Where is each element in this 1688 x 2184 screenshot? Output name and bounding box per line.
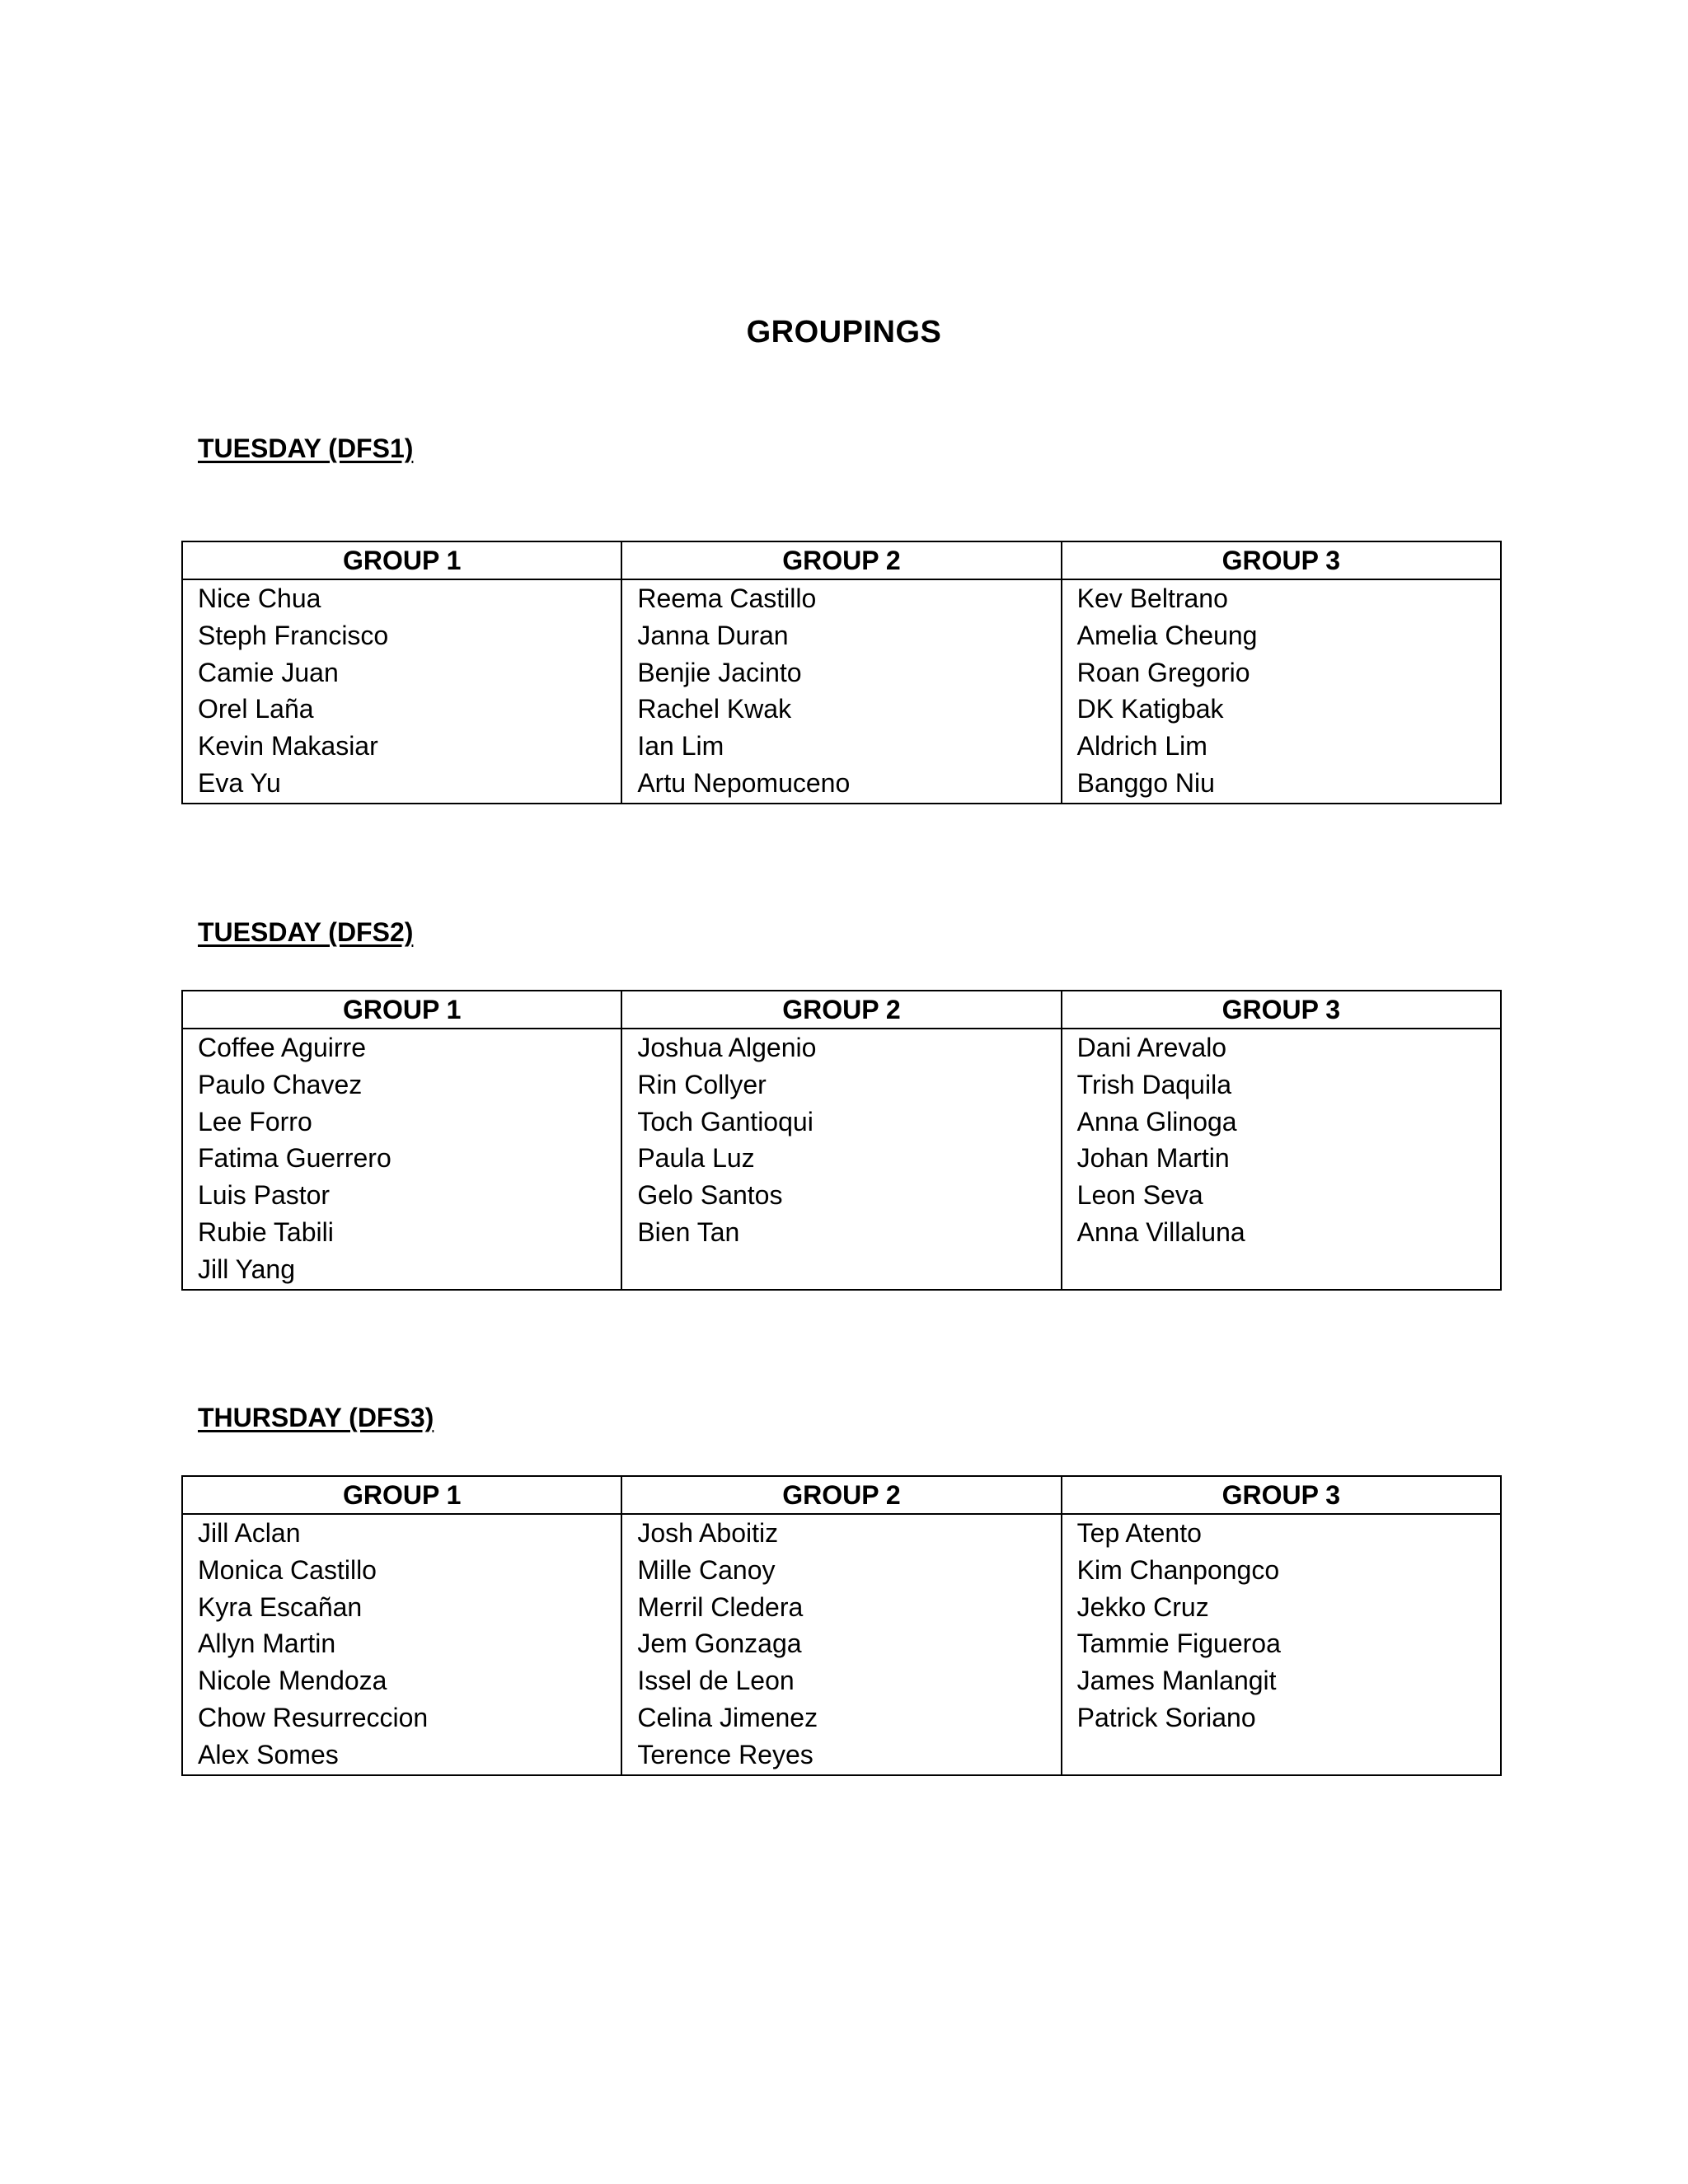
member-name: DK Katigbak xyxy=(1076,694,1224,724)
member-name: Rachel Kwak xyxy=(637,694,792,724)
table-header-row xyxy=(183,542,1500,580)
column-header-group-3: GROUP 3 xyxy=(1221,1480,1341,1510)
member-name: Amelia Cheung xyxy=(1076,620,1258,650)
group-2-column xyxy=(622,580,1062,803)
table-header-row xyxy=(183,1477,1500,1515)
member-name: Bien Tan xyxy=(637,1216,740,1247)
member-name: Anna Villaluna xyxy=(1076,1216,1245,1247)
group-3-column xyxy=(1062,1515,1500,1774)
group-1-column xyxy=(183,1029,622,1289)
member-name: Aldrich Lim xyxy=(1076,731,1207,762)
member-name: Paulo Chavez xyxy=(198,1069,363,1099)
member-name: Joshua Algenio xyxy=(637,1033,817,1062)
member-name: Johan Martin xyxy=(1076,1143,1230,1174)
member-name: Tep Atento xyxy=(1076,1518,1202,1548)
group-2-column xyxy=(622,1515,1062,1774)
table-body xyxy=(183,1515,1500,1774)
column-header-group-2: GROUP 2 xyxy=(622,542,1062,579)
member-name: Banggo Niu xyxy=(1076,767,1215,798)
column-header-group-1: GROUP 1 xyxy=(183,991,622,1028)
group-1-column xyxy=(183,580,622,803)
member-name: Rubie Tabili xyxy=(198,1216,334,1247)
member-name: Camie Juan xyxy=(198,657,339,687)
section-heading-dfs2: TUESDAY (DFS2) xyxy=(198,917,414,947)
member-name: Orel Laña xyxy=(198,694,314,724)
member-name: Josh Aboitiz xyxy=(637,1518,779,1548)
group-2-column xyxy=(622,1029,1062,1289)
member-name: Trish Daquila xyxy=(1076,1069,1231,1099)
member-name: Tammie Figueroa xyxy=(1076,1629,1281,1659)
member-name: Monica Castillo xyxy=(198,1554,377,1585)
groupings-table-dfs1 xyxy=(181,541,1502,804)
member-name: Gelo Santos xyxy=(637,1180,783,1211)
member-name: Toch Gantioqui xyxy=(637,1106,814,1137)
member-name: Steph Francisco xyxy=(198,620,389,650)
member-name: Nicole Mendoza xyxy=(198,1666,387,1696)
member-name: Chow Resurreccion xyxy=(198,1702,429,1732)
member-name: Nice Chua xyxy=(198,583,321,613)
column-header-group-2: GROUP 2 xyxy=(622,1477,1062,1513)
member-name: Mille Canoy xyxy=(637,1554,776,1585)
page-title: GROUPINGS xyxy=(746,315,942,349)
member-name: Roan Gregorio xyxy=(1076,657,1250,687)
member-name: Kyra Escañan xyxy=(198,1591,363,1622)
member-name: Jill Yang xyxy=(198,1254,295,1284)
column-header-group-3: GROUP 3 xyxy=(1221,995,1341,1024)
group-3-column xyxy=(1062,1029,1500,1289)
member-name: Kev Beltrano xyxy=(1076,583,1228,613)
member-name: James Manlangit xyxy=(1076,1666,1277,1696)
column-header-group-3: GROUP 3 xyxy=(1221,546,1341,575)
member-name: Issel de Leon xyxy=(637,1666,795,1696)
member-name: Rin Collyer xyxy=(637,1069,767,1099)
member-name: Jill Aclan xyxy=(198,1518,301,1548)
member-name: Luis Pastor xyxy=(198,1180,331,1211)
column-header-group-1: GROUP 1 xyxy=(183,542,622,579)
member-name: Paula Luz xyxy=(637,1143,755,1174)
member-name: Reema Castillo xyxy=(637,583,817,613)
table-body xyxy=(183,580,1500,803)
member-name: Celina Jimenez xyxy=(637,1702,818,1732)
column-header-group-2: GROUP 2 xyxy=(622,991,1062,1028)
member-name: Coffee Aguirre xyxy=(198,1033,366,1062)
member-name: Leon Seva xyxy=(1076,1180,1203,1211)
groupings-table-dfs3 xyxy=(181,1475,1502,1776)
member-name: Fatima Guerrero xyxy=(198,1143,392,1174)
groupings-table-dfs2 xyxy=(181,990,1502,1291)
group-3-column xyxy=(1062,580,1500,803)
member-name: Anna Glinoga xyxy=(1076,1106,1237,1137)
section-heading-dfs1: TUESDAY (DFS1) xyxy=(198,434,414,463)
member-name: Kim Chanpongco xyxy=(1076,1554,1280,1585)
member-name: Dani Arevalo xyxy=(1076,1033,1227,1062)
member-name: Ian Lim xyxy=(637,731,724,762)
member-name: Lee Forro xyxy=(198,1106,312,1137)
member-name: Benjie Jacinto xyxy=(637,657,802,687)
member-name: Kevin Makasiar xyxy=(198,731,378,762)
group-1-column xyxy=(183,1515,622,1774)
member-name: Allyn Martin xyxy=(198,1629,336,1659)
member-name: Alex Somes xyxy=(198,1739,339,1769)
column-header-group-1: GROUP 1 xyxy=(183,1477,622,1513)
member-name: Patrick Soriano xyxy=(1076,1702,1256,1732)
member-name: Eva Yu xyxy=(198,767,281,798)
member-name: Jekko Cruz xyxy=(1076,1591,1209,1622)
member-name: Merril Cledera xyxy=(637,1591,804,1622)
member-name: Jem Gonzaga xyxy=(637,1629,802,1659)
member-name: Artu Nepomuceno xyxy=(637,767,851,798)
section-heading-dfs3: THURSDAY (DFS3) xyxy=(198,1403,434,1432)
table-header-row xyxy=(183,991,1500,1029)
member-name: Janna Duran xyxy=(637,620,789,650)
member-name: Terence Reyes xyxy=(637,1739,814,1769)
table-body xyxy=(183,1029,1500,1289)
